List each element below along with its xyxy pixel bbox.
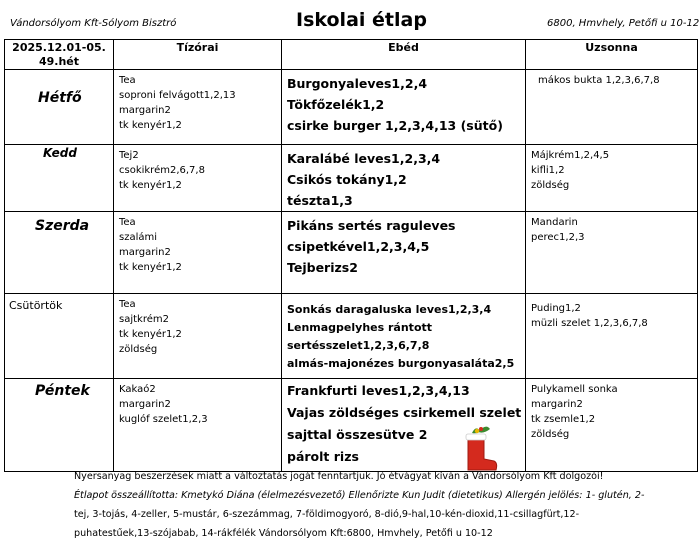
day-cell <box>5 70 114 145</box>
menu-item: Lenmagpelyhes rántott <box>287 321 433 334</box>
breakfast-cell <box>114 379 282 472</box>
page-title: Iskolai étlap <box>296 9 427 31</box>
menu-item: Puding1,2 <box>531 303 581 314</box>
lunch-cell <box>282 212 526 294</box>
lunch-cell <box>282 70 526 145</box>
menu-item: Tea <box>119 299 136 310</box>
snack-cell <box>526 379 698 472</box>
snack-header: Uzsonna <box>526 40 698 70</box>
breakfast-cell <box>114 70 282 145</box>
menu-item: sertésszelet1,2,3,6,7,8 <box>287 339 430 352</box>
week-cell <box>5 40 114 70</box>
week-number: 49.hét <box>38 55 80 68</box>
day-name: Szerda <box>35 218 90 234</box>
day-name: Kedd <box>43 146 77 160</box>
menu-item: perec1,2,3 <box>531 232 585 243</box>
holly-berry <box>479 427 483 431</box>
table-row <box>5 294 698 379</box>
boot-shape <box>468 437 497 470</box>
snack-cell <box>526 70 698 145</box>
footer-line: tej, 3-tojás, 4-zeller, 5-mustár, 6-szezámmag, 7-földimogyoró, 8-dió,9-hal,10-kén-dioxid,11-csillagfürt,12- <box>74 509 580 520</box>
day-cell <box>5 145 114 212</box>
menu-item: margarin2 <box>119 399 171 410</box>
menu-item: Burgonyaleves1,2,4 <box>287 76 428 91</box>
menu-item: tk kenyér1,2 <box>119 120 182 131</box>
menu-item: Vajas zöldséges csirkemell szelet <box>287 405 522 420</box>
holly-berry <box>475 429 479 433</box>
bistro-name: Vándorsólyom Kft-Sólyom Bisztró <box>10 18 177 29</box>
date-range: 2025.12.01-05. <box>12 41 106 54</box>
menu-item: Karalábé leves1,2,3,4 <box>287 151 441 166</box>
menu-item: Tej2 <box>119 150 139 161</box>
menu-item: Tea <box>119 217 136 228</box>
menu-item: Sonkás daragaluska leves1,2,3,4 <box>287 303 492 316</box>
day-name: Péntek <box>35 383 90 399</box>
menu-table <box>4 39 698 472</box>
snack-cell <box>526 294 698 379</box>
lunch-header: Ebéd <box>282 40 526 70</box>
menu-item: tk kenyér1,2 <box>119 180 182 191</box>
menu-item: szalámi <box>119 232 158 243</box>
menu-item: müzli szelet 1,2,3,6,7,8 <box>531 318 648 329</box>
menu-item: Tea <box>119 75 136 86</box>
menu-item: Pikáns sertés raguleves <box>287 218 456 233</box>
menu-item: tészta1,3 <box>287 193 353 208</box>
menu-item: csirke burger 1,2,3,4,13 (sütő) <box>287 118 503 133</box>
menu-item: kifli1,2 <box>531 165 565 176</box>
breakfast-cell <box>114 212 282 294</box>
menu-item: csipetkével1,2,3,4,5 <box>287 239 430 254</box>
breakfast-header: Tízórai <box>114 40 282 70</box>
menu-item: párolt rizs <box>287 449 359 464</box>
lunch-cell <box>282 145 526 212</box>
table-row <box>5 70 698 145</box>
menu-item: Csikós tokány1,2 <box>287 172 407 187</box>
day-cell <box>5 379 114 472</box>
menu-item: Frankfurti leves1,2,3,4,13 <box>287 383 470 398</box>
menu-item: margarin2 <box>531 399 583 410</box>
menu-item: margarin2 <box>119 247 171 258</box>
breakfast-cell <box>114 294 282 379</box>
menu-item: Tejberizs2 <box>287 260 358 275</box>
footer-line: puhatestűek,13-szójabab, 14-rákfélék Vándorsólyom Kft:6800, Hmvhely, Petőfi u 10-12 <box>74 528 493 539</box>
menu-item: zöldség <box>531 180 570 191</box>
boot-fur-cuff <box>466 434 486 440</box>
menu-item: mákos bukta 1,2,3,6,7,8 <box>538 75 660 86</box>
footer-line: Étlapot összeállította: Kmetykó Diána (élelmezésvezető) Ellenőrizte Kun Judit (dietetikus) Allergén jelölés: 1- glutén, 2- <box>74 490 645 501</box>
menu-item: Mandarin <box>531 217 578 228</box>
menu-item: margarin2 <box>119 105 171 116</box>
menu-item: Tökfőzelék1,2 <box>287 97 385 112</box>
menu-item: zöldség <box>119 344 158 355</box>
menu-item: soproni felvágott1,2,13 <box>119 90 236 101</box>
footer-line: Nyersanyag beszerzések miatt a változtatás jogát fenntartjuk. Jó étvágyat kíván a Vándorsólyom Kft dolgozói! <box>74 471 604 482</box>
menu-item: almás-majonézes burgonyasaláta2,5 <box>287 357 515 370</box>
menu-item: sajttal összesütve 2 <box>287 427 428 442</box>
menu-item: Kakaó2 <box>119 384 156 395</box>
lunch-cell <box>282 294 526 379</box>
table-row <box>5 379 698 472</box>
menu-item: tk kenyér1,2 <box>119 329 182 340</box>
menu-item: kuglóf szelet1,2,3 <box>119 414 208 425</box>
menu-item: csokikrém2,6,7,8 <box>119 165 205 176</box>
table-row <box>5 145 698 212</box>
menu-item: tk zsemle1,2 <box>531 414 596 425</box>
day-name: Csütörtök <box>9 299 63 312</box>
menu-item: tk kenyér1,2 <box>119 262 182 273</box>
snack-cell <box>526 212 698 294</box>
day-cell <box>5 294 114 379</box>
day-name: Hétfő <box>38 90 82 106</box>
christmas-boot-icon <box>458 423 500 473</box>
menu-item: zöldség <box>531 429 570 440</box>
breakfast-cell <box>114 145 282 212</box>
header-row <box>5 40 698 70</box>
menu-item: sajtkrém2 <box>119 314 169 325</box>
table-row <box>5 212 698 294</box>
bistro-address: 6800, Hmvhely, Petőfi u 10-12 <box>547 18 700 29</box>
day-cell <box>5 212 114 294</box>
footer-notes <box>74 467 694 543</box>
menu-item: Pulykamell sonka <box>531 384 618 395</box>
snack-cell <box>526 145 698 212</box>
menu-item: Májkrém1,2,4,5 <box>531 150 610 161</box>
